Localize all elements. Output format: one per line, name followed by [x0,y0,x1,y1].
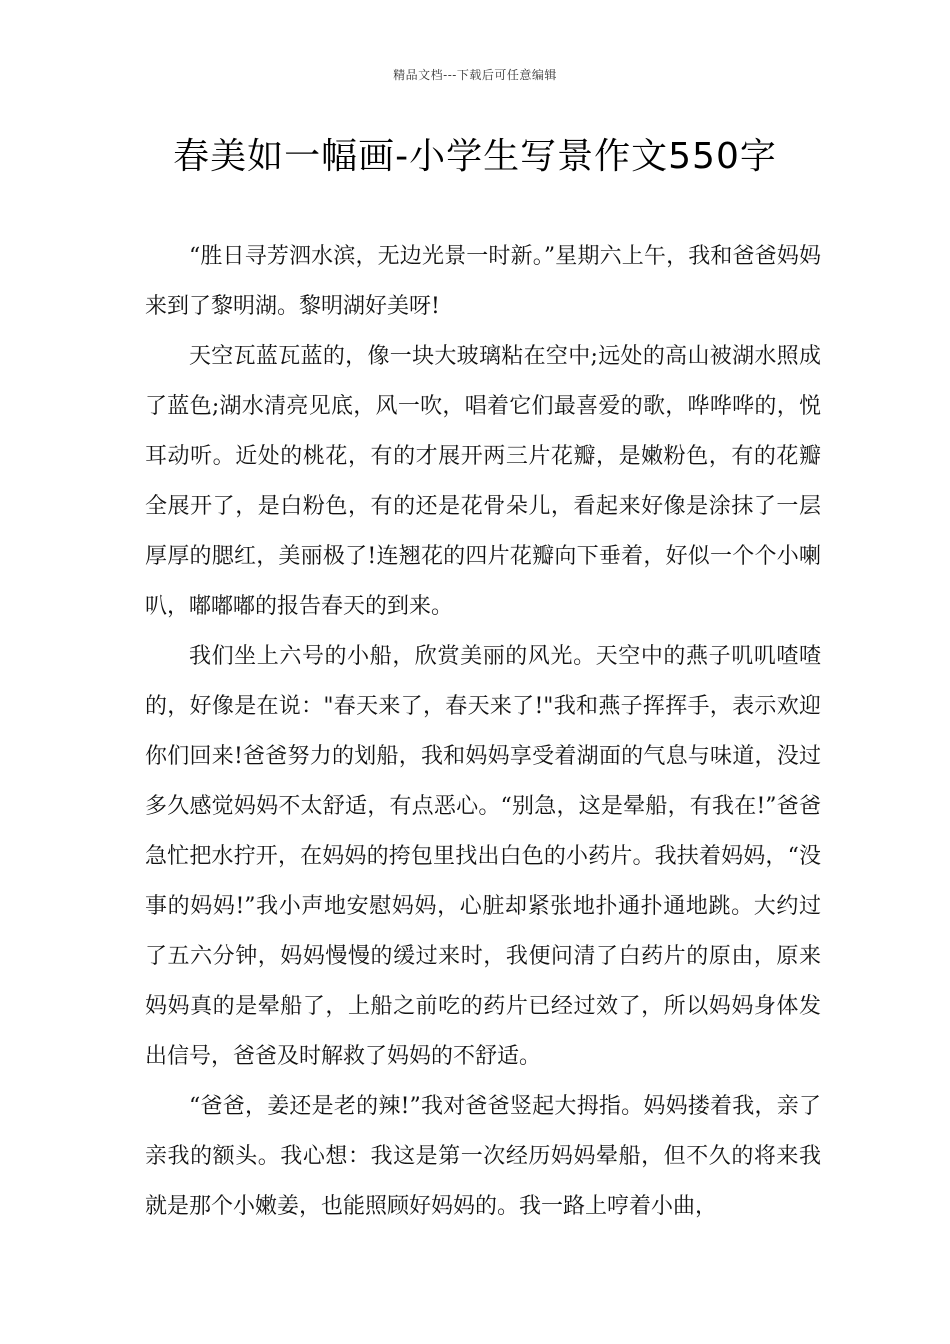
document-title: 春美如一幅画-小学生写景作文550字 [173,136,777,177]
paragraph-3: 我们坐上六号的小船，欣赏美丽的风光。天空中的燕子叽叽喳喳的，好像是在说："春天来了，春天来了!"我和燕子挥挥手，表示欢迎你们回来!爸爸努力的划船，我和妈妈享受着湖面的气息与味道，没过多久感觉妈妈不太舒适，有点恶心。“别急，这是晕船，有我在!”爸爸急忙把水拧开，在妈妈的挎包里找出白色的小药片。我扶着妈妈，“没事的妈妈!”我小声地安慰妈妈，心脏却紧张地扑通扑通地跳。大约过了五六分钟，妈妈慢慢的缓过来时，我便问清了白药片的原由，原来妈妈真的是晕船了，上船之前吃的药片已经过效了，所以妈妈身体发出信号，爸爸及时解救了妈妈的不舒适。 [145,644,821,1069]
paragraph-1: “胜日寻芳泗水滨，无边光景一时新。”星期六上午，我和爸爸妈妈来到了黎明湖。黎明湖好美呀! [145,244,821,319]
paragraph-2: 天空瓦蓝瓦蓝的，像一块大玻璃粘在空中;远处的高山被湖水照成了蓝色;湖水清亮见底，风一吹，唱着它们最喜爱的歌，哗哗哗的，悦耳动听。近处的桃花，有的才展开两三片花瓣，是嫩粉色，有的花瓣全展开了，是白粉色，有的还是花骨朵儿，看起来好像是涂抹了一层厚厚的腮红，美丽极了!连翘花的四片花瓣向下垂着，好似一个个小喇叭，嘟嘟嘟的报告春天的到来。 [145,344,821,619]
document-body [145,232,821,1232]
header-note: 精品文档---下载后可任意编辑 [393,68,557,82]
paragraph-4: “爸爸，姜还是老的辣!”我对爸爸竖起大拇指。妈妈搂着我，亲了亲我的额头。我心想：我这是第一次经历妈妈晕船，但不久的将来我就是那个小嫩姜，也能照顾好妈妈的。我一路上哼着小曲， [145,1094,821,1219]
